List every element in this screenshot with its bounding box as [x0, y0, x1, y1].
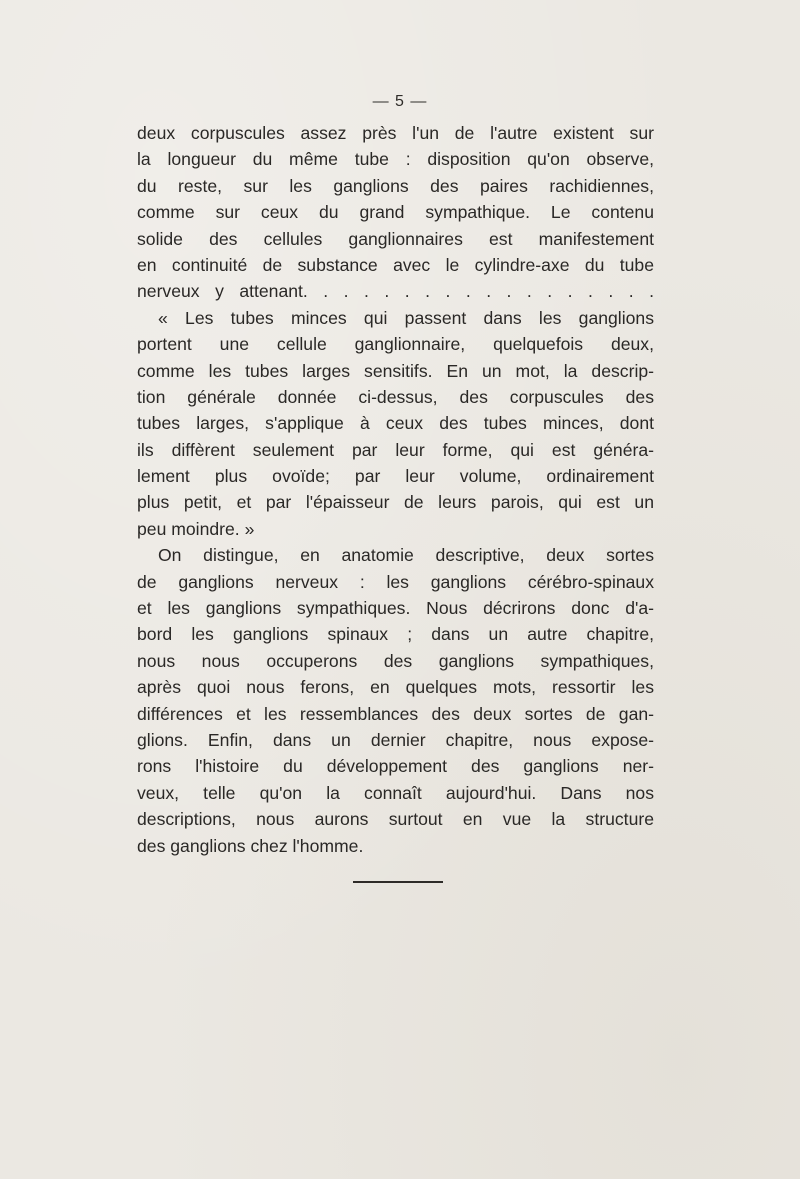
- page-number: — 5 —: [372, 93, 428, 110]
- text-line: en continuité de substance avec le cylindre-axe du tube: [137, 254, 654, 275]
- text-line: rons l'histoire du développement des ganglions ner-: [137, 756, 654, 777]
- text-line: nous nous occuperons des ganglions sympathiques,: [137, 650, 654, 671]
- text-line: nerveux y attenant. . . . . . . . . . . . . . . . . .: [137, 281, 654, 302]
- text-line: tubes larges, s'applique à ceux des tubes minces, dont: [137, 413, 654, 434]
- body-text: [137, 120, 654, 859]
- text-line: et les ganglions sympathiques. Nous décrirons donc d'a-: [137, 598, 654, 619]
- text-line: glions. Enfin, dans un dernier chapitre, nous expose-: [137, 729, 654, 750]
- text-line: différences et les ressemblances des deux sortes de gan-: [137, 703, 654, 724]
- text-line: deux corpuscules assez près l'un de l'autre existent sur: [137, 123, 654, 143]
- text-line: des ganglions chez l'homme.: [137, 835, 364, 856]
- text-line: la longueur du même tube : disposition qu'on observe,: [137, 149, 654, 170]
- text-line: descriptions, nous aurons surtout en vue la structure: [137, 809, 654, 830]
- text-line: du reste, sur les ganglions des paires rachidiennes,: [137, 175, 654, 196]
- text-line: plus petit, et par l'épaisseur de leurs parois, qui est un: [137, 492, 654, 513]
- text-line: comme sur ceux du grand sympathique. Le contenu: [137, 202, 654, 223]
- text-line: bord les ganglions spinaux ; dans un autre chapitre,: [137, 624, 654, 645]
- text-line: tion générale donnée ci-dessus, des corpuscules des: [137, 386, 654, 407]
- text-line: veux, telle qu'on la connaît aujourd'hui. Dans nos: [137, 782, 654, 803]
- text-line: portent une cellule ganglionnaire, quelquefois deux,: [137, 334, 654, 355]
- text-line: peu moindre. »: [137, 518, 255, 539]
- text-line: comme les tubes larges sensitifs. En un mot, la descrip-: [137, 360, 654, 381]
- text-line: de ganglions nerveux : les ganglions cérébro-spinaux: [137, 571, 654, 592]
- text-line: On distingue, en anatomie descriptive, deux sortes: [158, 545, 654, 566]
- end-rule: [353, 881, 443, 883]
- text-line: ils diffèrent seulement par leur forme, qui est généra-: [137, 439, 654, 460]
- text-line: lement plus ovoïde; par leur volume, ordinairement: [137, 466, 654, 487]
- text-line: solide des cellules ganglionnaires est manifestement: [137, 228, 654, 249]
- text-line: après quoi nous ferons, en quelques mots, ressortir les: [137, 677, 654, 698]
- text-line: « Les tubes minces qui passent dans les ganglions: [158, 307, 654, 328]
